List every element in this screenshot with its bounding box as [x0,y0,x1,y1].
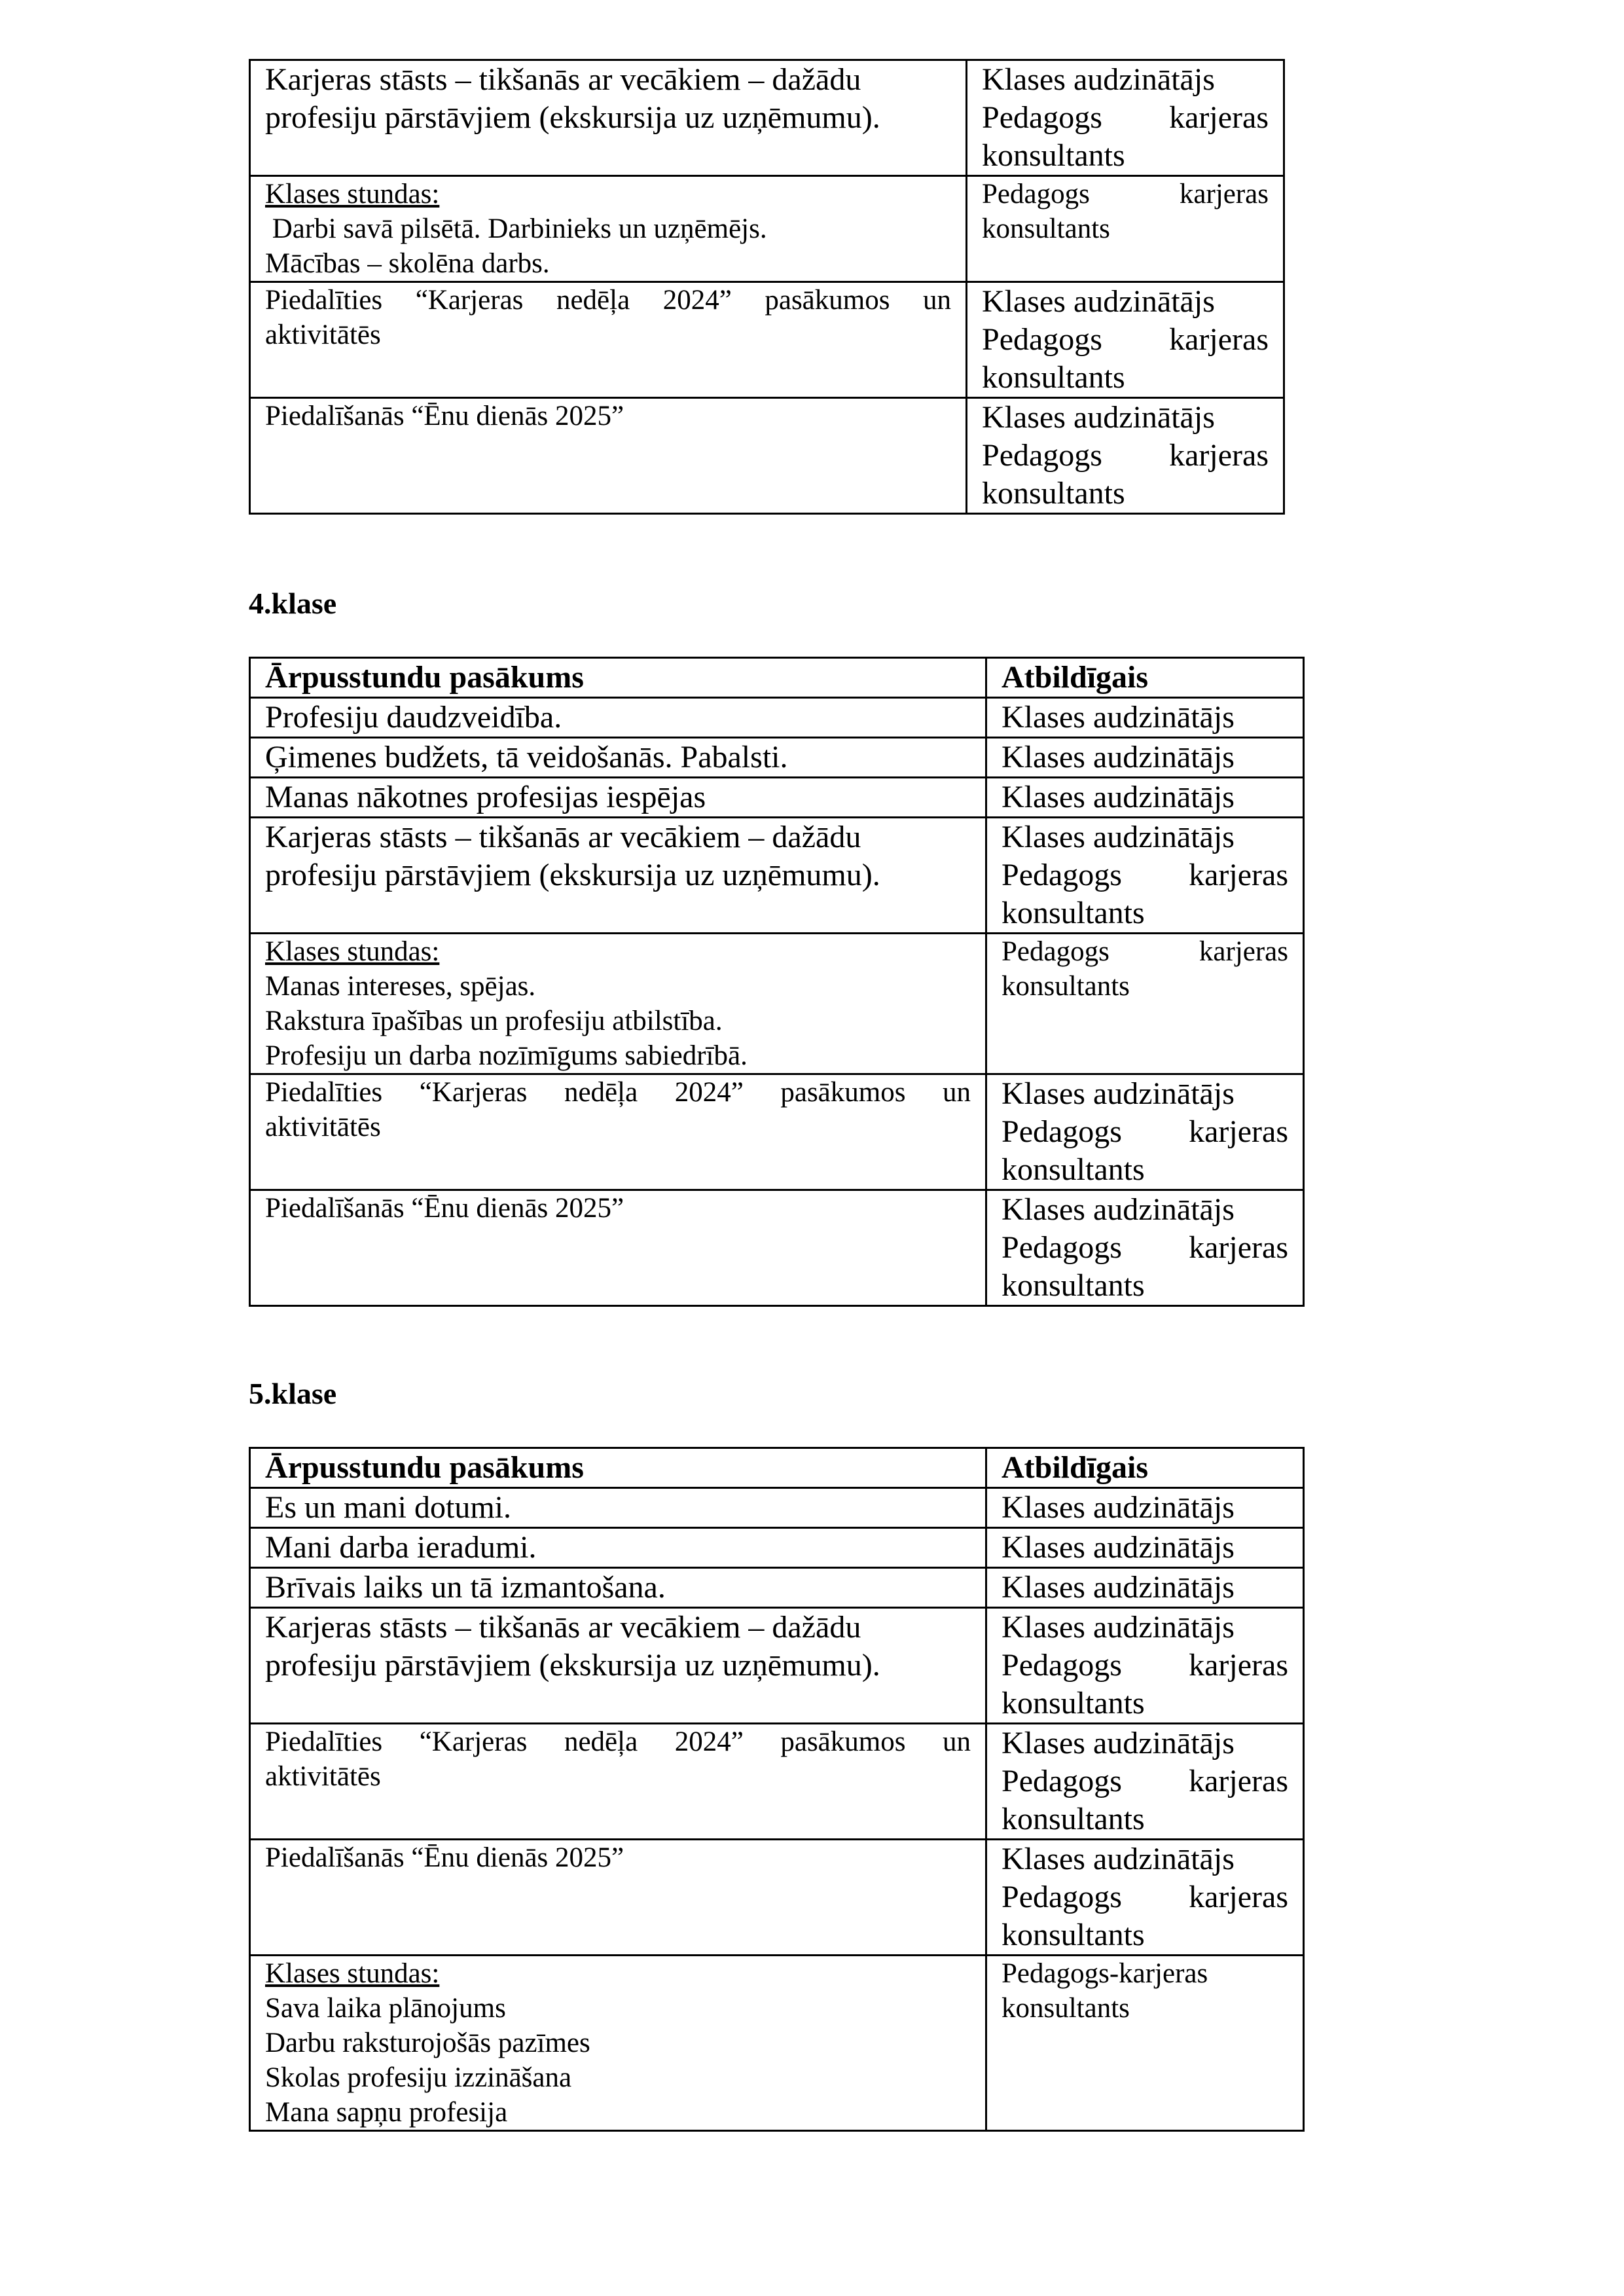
activity-cell: Karjeras stāsts – tikšanās ar vecākiem – dažādu profesiju pārstāvjiem (ekskursija uz uzņēmumu). [250,818,986,934]
responsible-cell: Klases audzinātājs [986,778,1304,818]
plan-table-grade4 [249,657,1305,1307]
table-row [250,1190,1304,1306]
activity-cell: Brīvais laiks un tā izmantošana. [250,1568,986,1608]
activity-cell: Mani darba ieradumi. [250,1528,986,1568]
activity-cell: Karjeras stāsts – tikšanās ar vecākiem – dažādu profesiju pārstāvjiem (ekskursija uz uzņēmumu). [250,1608,986,1724]
table-row [250,60,1284,176]
activity-cell: Klases stundas: Darbi savā pilsētā. Darbinieks un uzņēmējs. Mācības – skolēna darbs. [250,176,967,282]
activity-cell: Piedalīšanās “Ēnu dienās 2025” [250,1840,986,1956]
activity-cell: Piedalīšanās “Ēnu dienās 2025” [250,1190,986,1306]
responsible-cell: Klases audzinātājs Pedagogs karjeras konsultants [986,1608,1304,1724]
responsible-cell: Klases audzinātājs Pedagogs karjeras konsultants [967,282,1284,398]
table-row [250,1568,1304,1608]
table-row [250,1528,1304,1568]
responsible-cell: Klases audzinātājs [986,698,1304,738]
table-row [250,1074,1304,1190]
responsible-cell: Klases audzinātājs Pedagogs karjeras konsultants [986,1074,1304,1190]
section-heading-grade4: 4.klase [249,587,337,620]
responsible-cell: Klases audzinātājs Pedagogs karjeras konsultants [986,818,1304,934]
column-header-responsible: Atbildīgais [986,658,1304,698]
activity-cell: Piedalīties “Karjeras nedēļa 2024” pasākumos un aktivitātēs [250,1724,986,1840]
table-row [250,1488,1304,1528]
table-row [250,738,1304,778]
responsible-cell: Klases audzinātājs Pedagogs karjeras konsultants [986,1724,1304,1840]
activity-cell: Piedalīties “Karjeras nedēļa 2024” pasākumos un aktivitātēs [250,1074,986,1190]
class-lessons-title: Klases stundas: [265,1958,440,1989]
section-heading-grade5: 5.klase [249,1377,337,1410]
table-row [250,1608,1304,1724]
activity-cell: Klases stundas: Sava laika plānojums Darbu raksturojošās pazīmes Skolas profesiju izzināšana Mana sapņu profesija [250,1956,986,2131]
class-lessons-title: Klases stundas: [265,179,440,210]
activity-cell: Ģimenes budžets, tā veidošanās. Pabalsti. [250,738,986,778]
activity-cell: Manas nākotnes profesijas iespējas [250,778,986,818]
table-row [250,698,1304,738]
table-row [250,1724,1304,1840]
responsible-cell: Klases audzinātājs [986,1488,1304,1528]
activity-cell: Es un mani dotumi. [250,1488,986,1528]
responsible-cell: Pedagogs-karjeras konsultants [986,1956,1304,2131]
responsible-cell: Klases audzinātājs Pedagogs karjeras konsultants [986,1840,1304,1956]
table-row [250,1956,1304,2131]
responsible-cell: Klases audzinātājs [986,1528,1304,1568]
table-row [250,934,1304,1074]
plan-table-grade3-continued [249,59,1285,515]
table-row [250,176,1284,282]
table-row [250,1840,1304,1956]
activity-cell: Klases stundas: Manas intereses, spējas. Rakstura īpašības un profesiju atbilstība. Profesiju un darba nozīmīgums sabiedrībā. [250,934,986,1074]
responsible-cell: Klases audzinātājs Pedagogs karjeras konsultants [967,60,1284,176]
responsible-cell: Pedagogs karjeras konsultants [986,934,1304,1074]
table-row [250,398,1284,514]
table-header-row [250,658,1304,698]
table-row [250,818,1304,934]
activity-cell: Profesiju daudzveidība. [250,698,986,738]
table-row [250,282,1284,398]
responsible-cell: Klases audzinātājs [986,738,1304,778]
table-header-row [250,1448,1304,1488]
responsible-cell: Klases audzinātājs Pedagogs karjeras konsultants [967,398,1284,514]
plan-table-grade5 [249,1447,1305,2132]
activity-cell: Piedalīties “Karjeras nedēļa 2024” pasākumos un aktivitātēs [250,282,967,398]
responsible-cell: Klases audzinātājs Pedagogs karjeras konsultants [986,1190,1304,1306]
activity-cell: Karjeras stāsts – tikšanās ar vecākiem – dažādu profesiju pārstāvjiem (ekskursija uz uzņēmumu). [250,60,967,176]
responsible-cell: Klases audzinātājs [986,1568,1304,1608]
activity-cell: Piedalīšanās “Ēnu dienās 2025” [250,398,967,514]
table-row [250,778,1304,818]
column-header-activity: Ārpusstundu pasākums [250,658,986,698]
column-header-responsible: Atbildīgais [986,1448,1304,1488]
class-lessons-title: Klases stundas: [265,936,440,967]
responsible-cell: Pedagogs karjeras konsultants [967,176,1284,282]
column-header-activity: Ārpusstundu pasākums [250,1448,986,1488]
